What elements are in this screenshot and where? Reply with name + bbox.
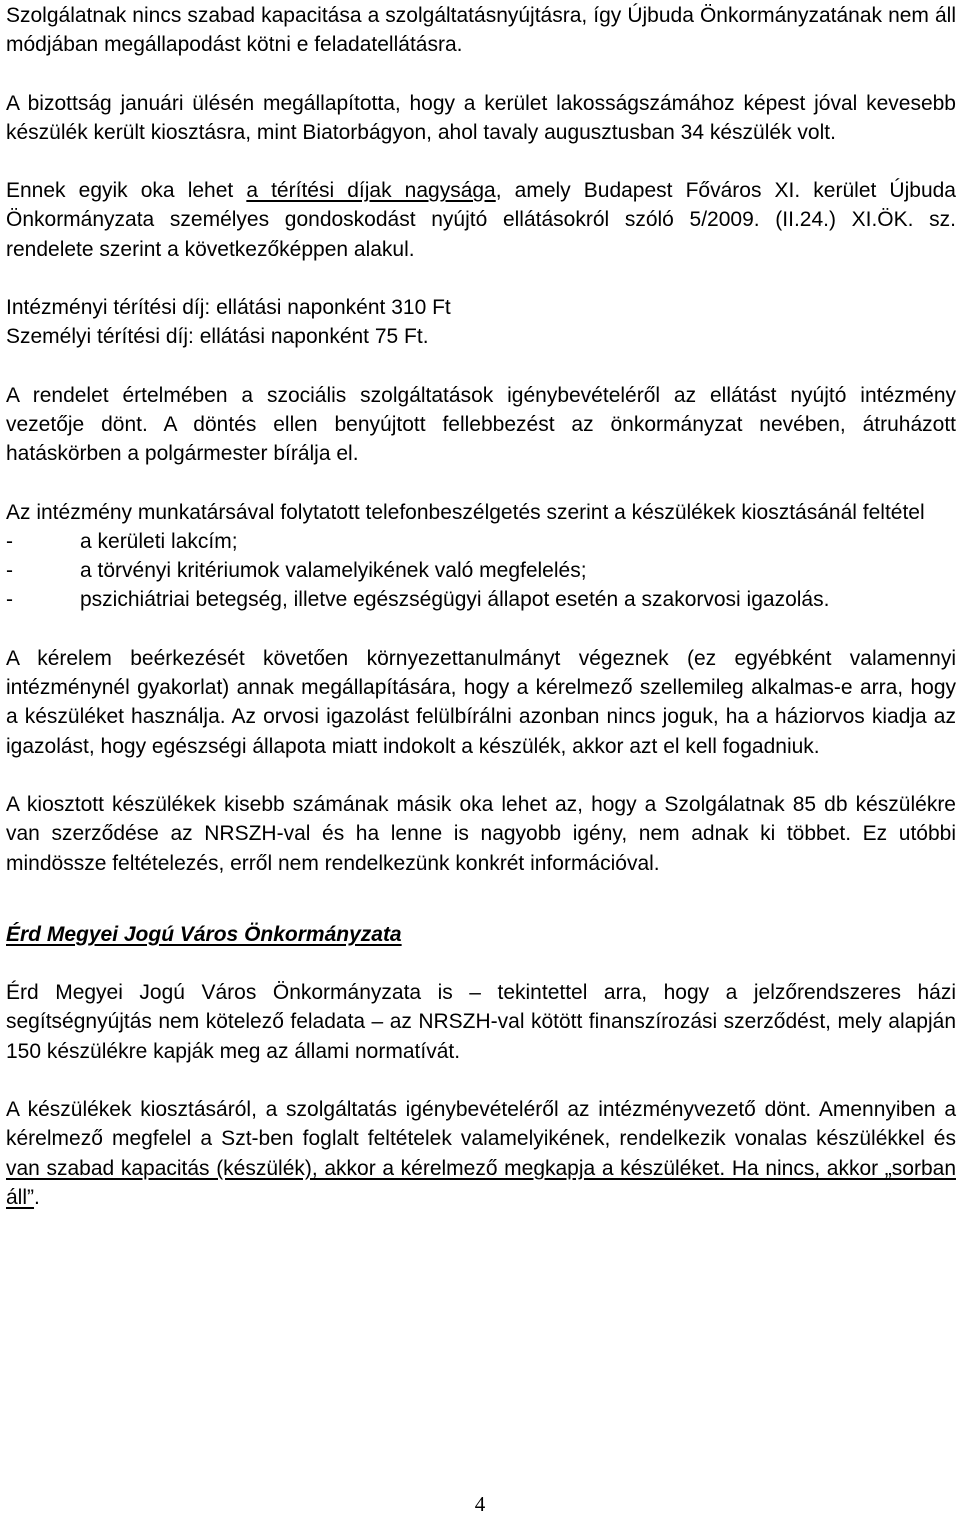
list-item-text: pszichiátriai betegség, illetve egészségügyi állapot esetén a szakorvosi igazolás. xyxy=(80,588,830,612)
fees-reason-rest: , amely Budapest Főváros XI. kerület Újbuda Önkormányzata személyes gondoskodást nyújtó ellátásokról szóló 5/2009. (II.24.) XI.ÖK. sz. rendelete szerint a következőképpen alakul. xyxy=(6,179,956,261)
dash-marker: - xyxy=(6,588,13,612)
page-number: 4 xyxy=(474,1492,486,1516)
distribution-end: . xyxy=(34,1185,40,1209)
paragraph-environment-study: A kérelem beérkezését követően környezettanulmányt végeznek (ez egyébként valamennyi intézménynél gyakorlat) annak megállapítására, hogy a kérelmező szellemileg alkalmas-e arra, hogy a készüléket használja. Az orvosi igazolást felülbírálni azonban nincs joguk, ha a háziorvos kiadja az igazolást, hogy egészségi állapota miatt indokolt a készülék, akkor azt el kell fogadniuk. xyxy=(6,646,956,758)
paragraph-erd-financing: Érd Megyei Jogú Város Önkormányzata is – tekintettel arra, hogy a jelzőrendszeres házi segítségnyújtás nem kötelező feladata – az NRSZH-val kötött finanszírozási szerződést, mely alapján 150 készülékre kapják meg az állami normatívát. xyxy=(6,981,956,1063)
fees-reason-intro: Ennek egyik oka lehet xyxy=(6,179,247,203)
institutional-fee-line: Intézményi térítési díj: ellátási naponként 310 Ft xyxy=(6,296,451,320)
list-item xyxy=(6,556,956,585)
section-heading: Érd Megyei Jogú Város Önkormányzata xyxy=(6,922,402,946)
paragraph-committee-finding: A bizottság januári ülésén megállapította, hogy a kerület lakosságszámához képest jóval kevesebb készülék került kiosztásra, mint Biatorbágyon, ahol tavaly augusztusban 34 készülék volt. xyxy=(6,91,956,144)
list-item xyxy=(6,527,956,556)
distribution-intro: A készülékek kiosztásáról, a szolgáltatás igénybevételéről az intézményvezető dönt. Amennyiben a kérelmező megfelel a Szt-ben foglalt feltételek valamelyikének, rendelkezik vonalas készülékkel és xyxy=(6,1098,956,1151)
list-item-text: a kerületi lakcím; xyxy=(80,529,238,553)
document-page xyxy=(6,0,956,1212)
paragraph-conditions-intro: Az intézmény munkatársával folytatott telefonbeszélgetés szerint a készülékek kiosztásánál feltétel xyxy=(6,500,925,524)
list-item xyxy=(6,585,956,614)
personal-fee-line: Személyi térítési díj: ellátási naponként 75 Ft. xyxy=(6,325,429,349)
paragraph-fees-reason xyxy=(6,176,956,264)
fees-underlined-phrase: a térítési díjak nagysága xyxy=(246,179,496,203)
conditions-list xyxy=(6,527,956,615)
distribution-underlined-phrase: van szabad kapacitás (készülék), akkor a kérelmező megkapja a készüléket. Ha nincs, akkor „sorban áll” xyxy=(6,1156,956,1209)
paragraph-decision: A rendelet értelmében a szociális szolgáltatások igénybevételéről az ellátást nyújtó intézmény vezetője dönt. A döntés ellen benyújtott fellebbezést az önkormányzat nevében, átruházott hatáskörben a polgármester bírálja el. xyxy=(6,383,956,466)
list-item-text: a törvényi kritériumok valamelyikének való megfelelés; xyxy=(80,559,587,583)
dash-marker: - xyxy=(6,559,13,583)
fee-list xyxy=(6,293,956,352)
paragraph-capacity: Szolgálatnak nincs szabad kapacitása a szolgáltatásnyújtásra, így Újbuda Önkormányzatának nem áll módjában megállapodást kötni e feladatellátásra. xyxy=(6,4,956,57)
dash-marker: - xyxy=(6,529,13,553)
paragraph-contract-limit: A kiosztott készülékek kisebb számának másik oka lehet az, hogy a Szolgálatnak 85 db készülékre van szerződése az NRSZH-val és ha lenne is nagyobb igény, nem adnak ki többet. Ez utóbbi mindössze feltételezés, erről nem rendelkezünk konkrét információval. xyxy=(6,792,956,875)
paragraph-erd-distribution xyxy=(6,1095,956,1212)
